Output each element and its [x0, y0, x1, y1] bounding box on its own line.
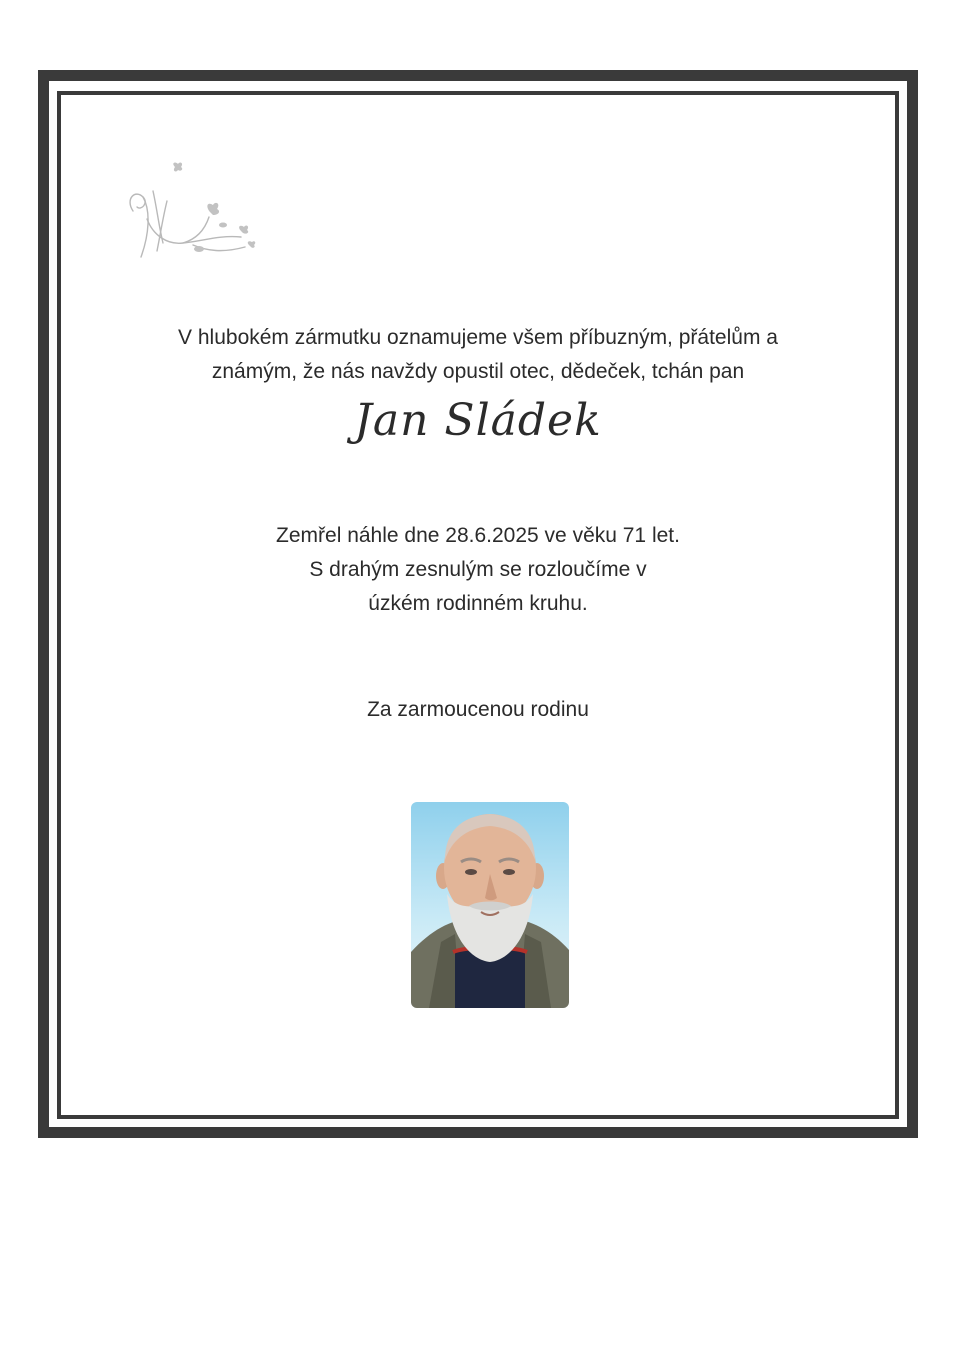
mourning-frame: [38, 70, 918, 1138]
intro-line: známým, že nás navždy opustil otec, dědeček, tchán pan: [211, 360, 745, 383]
inner-border: [57, 91, 899, 1119]
death-line: S drahým zesnulým se rozloučíme v: [309, 558, 647, 581]
death-details: [61, 519, 895, 621]
death-line: úzkém rodinném kruhu.: [368, 592, 588, 615]
announcement-intro: [61, 321, 895, 389]
death-line: Zemřel náhle dne 28.6.2025 ve věku 71 let.: [276, 524, 680, 547]
family-signature: [61, 693, 895, 727]
portrait-photo: [411, 802, 569, 1008]
intro-line: V hlubokém zármutku oznamujeme všem příbuzným, přátelům a: [178, 326, 778, 349]
signature-line: Za zarmoucenou rodinu: [367, 698, 589, 721]
deceased-name: Jan Sládek: [354, 395, 602, 446]
floral-butterfly-ornament-icon: [123, 161, 263, 271]
portrait-illustration: [411, 802, 569, 1008]
